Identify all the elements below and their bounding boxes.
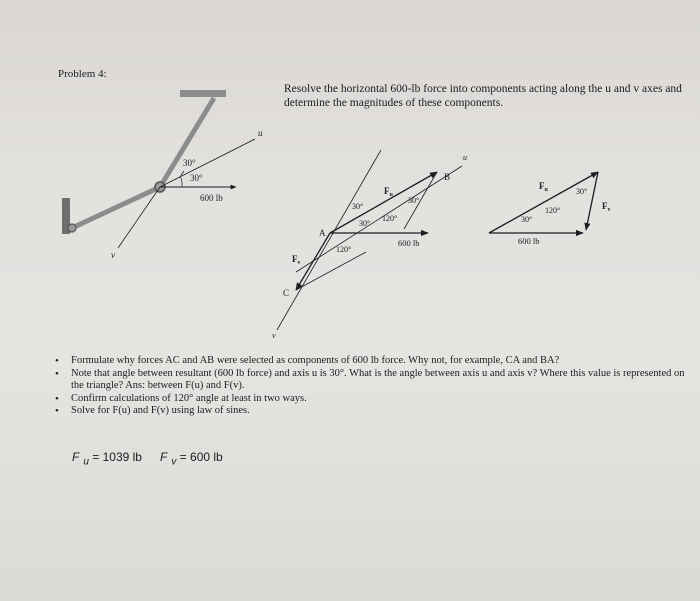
answer-line bbox=[72, 450, 231, 467]
figure-middle-parallelogram bbox=[272, 150, 467, 340]
bullet-dot: • bbox=[55, 355, 59, 367]
tri-angle-top: 30° bbox=[576, 187, 588, 196]
tri-fu-label: $F_u$ bbox=[539, 181, 548, 193]
mid-force-label: 600 lb bbox=[398, 238, 420, 248]
mid-axis-v-label: v bbox=[272, 331, 276, 340]
left-axis-v: v bbox=[111, 250, 115, 260]
mid-angle-a-upper: 30° bbox=[352, 202, 364, 211]
bullet-item: • Note that angle between resultant (600 lb force) and axis u is 30°. What is the angle between axis u and axis v? Where this value is represented on the triangle? Ans: between F(u) and F(v). bbox=[55, 367, 685, 391]
left-angle-top: 30° bbox=[183, 158, 196, 168]
mid-fv-vector bbox=[296, 233, 330, 290]
tri-angle-120: 120° bbox=[545, 206, 561, 215]
left-axis-u: u bbox=[258, 128, 263, 138]
mid-point-a: A bbox=[319, 228, 326, 238]
left-force-label: 600 lb bbox=[200, 193, 223, 203]
tri-force-label: 600 lb bbox=[518, 236, 540, 246]
bullet-item: • Solve for F(u) and F(v) using law of sines. bbox=[55, 405, 250, 417]
bullet-dot: • bbox=[55, 405, 59, 417]
mid-fu-label: $F_u$ bbox=[384, 186, 393, 198]
rod-lower bbox=[72, 187, 160, 228]
figure-left-bracket bbox=[62, 90, 263, 260]
tri-angle-left: 30° bbox=[521, 215, 533, 224]
mid-point-c: C bbox=[283, 288, 290, 298]
mid-angle-120-upper: 120° bbox=[382, 214, 398, 223]
figure-right-triangle bbox=[489, 172, 611, 246]
problem-title: Problem 4: bbox=[58, 68, 107, 80]
left-angle-bottom: 30° bbox=[190, 173, 203, 183]
mid-fu-vector bbox=[330, 172, 437, 233]
answer-fv: F $_v$ = 600 lb bbox=[159, 450, 223, 468]
mid-dashed-fu bbox=[296, 252, 366, 290]
mid-axis-u-label: u bbox=[463, 153, 467, 162]
bullet-item: • Confirm calculations of 120° angle at least in two ways. bbox=[55, 392, 307, 405]
bullet-dot: • bbox=[55, 367, 59, 380]
mid-angle-a-lower: 30° bbox=[359, 219, 371, 228]
mid-axis-u bbox=[296, 166, 462, 272]
answer-fu: F $_u$ = 1039 lb bbox=[72, 450, 142, 468]
mid-angle-120-lower: 120° bbox=[336, 245, 352, 254]
discussion-bullets bbox=[52, 355, 697, 418]
tri-fv-vector bbox=[586, 172, 598, 230]
bullet-item: • Formulate why forces AC and AB were selected as components of 600 lb force. Why not, for example, CA and BA? bbox=[55, 355, 560, 367]
mid-fv-label: $F_v$ bbox=[292, 254, 301, 266]
bullet-dot: • bbox=[55, 392, 59, 405]
mid-point-b: B bbox=[444, 172, 451, 182]
mid-axis-v bbox=[277, 150, 381, 330]
tri-fv-label: $F_v$ bbox=[602, 201, 611, 213]
wall-pin bbox=[68, 224, 76, 232]
ceiling-support bbox=[180, 90, 226, 97]
problem-prompt: Resolve the horizontal 600-lb force into components acting along the u and v axes and determine the magnitudes of these components. bbox=[284, 83, 682, 109]
mid-angle-b: 30° bbox=[408, 196, 420, 205]
